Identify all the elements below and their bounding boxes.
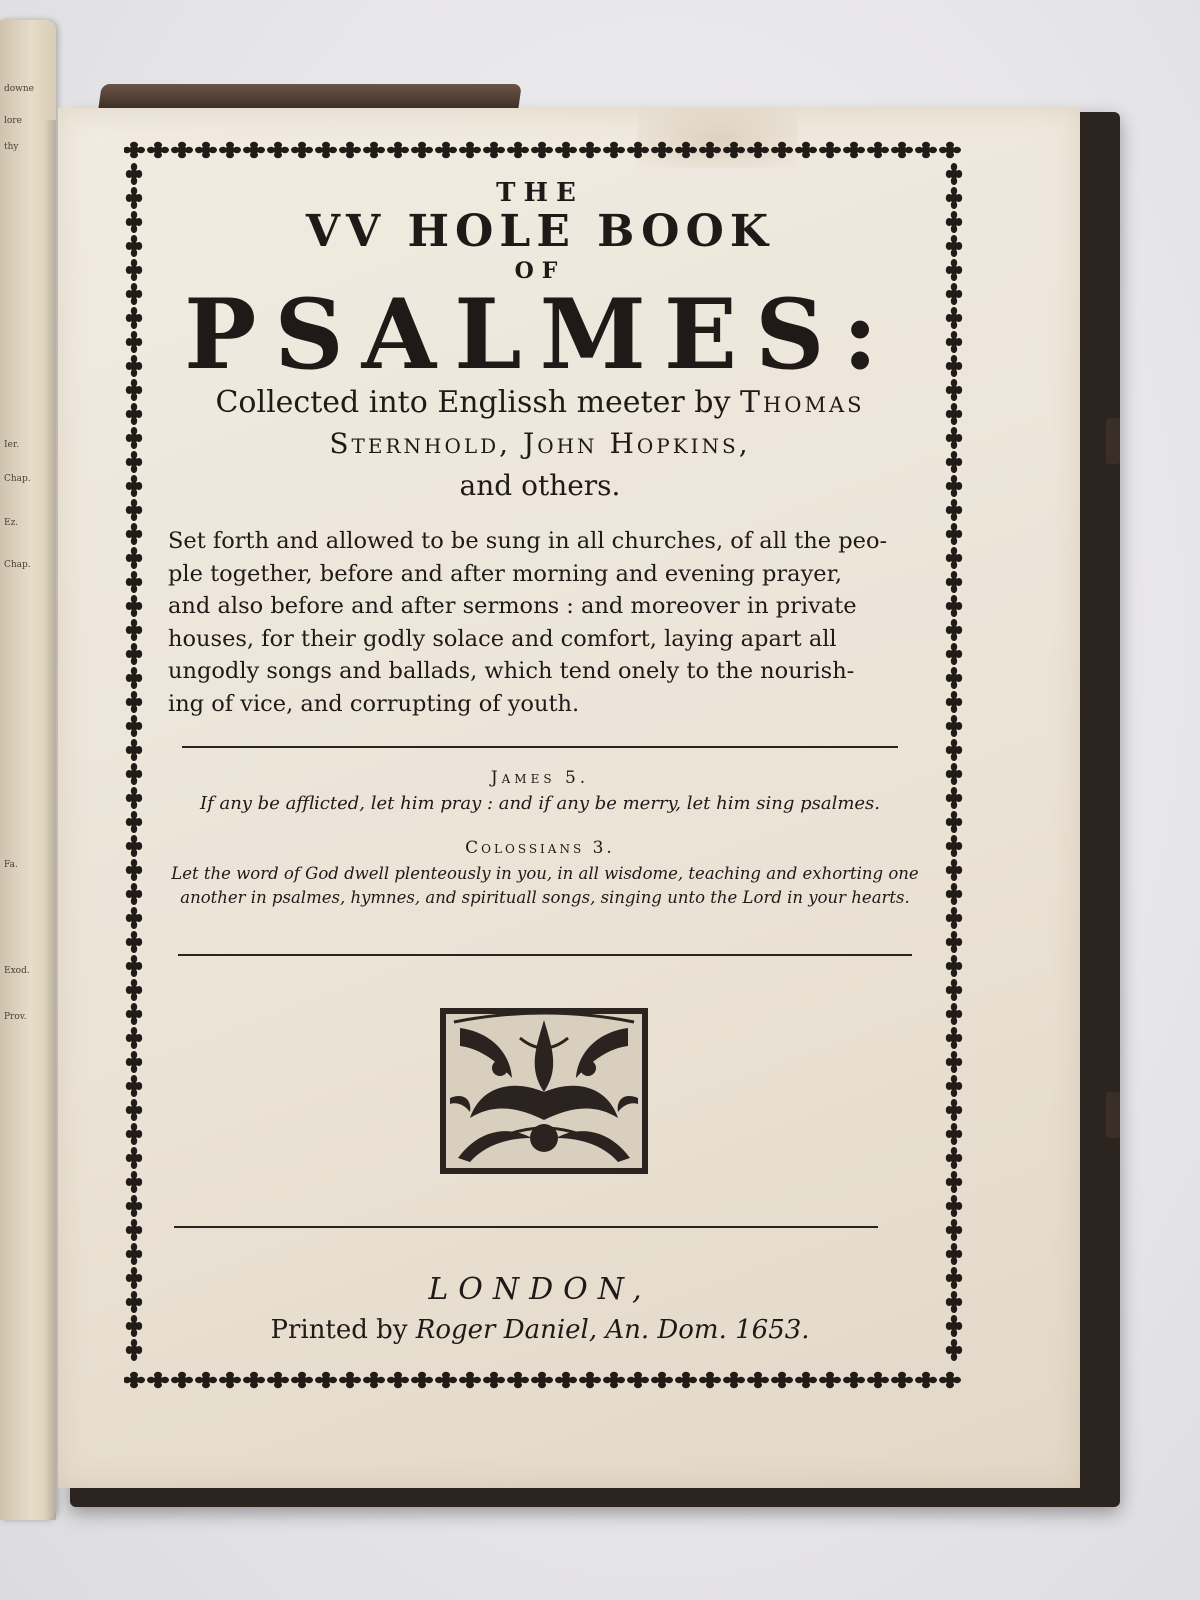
title-psalmes: PSALMES:: [184, 278, 896, 391]
rule-upper: [182, 746, 898, 748]
imprint-line: [140, 1315, 940, 1345]
set-forth-line: ing of vice, and corrupting of youth.: [168, 690, 580, 717]
colossians-verse-line: Let the word of God dwell plenteously in you, in all wisdome, teaching and exhorting one: [171, 864, 919, 883]
clasp-lower: [1106, 1092, 1120, 1138]
left-page: [0, 20, 56, 1520]
margin-note: Ier.: [4, 440, 20, 450]
set-forth-paragraph: [168, 525, 912, 720]
imprint-city: LONDON,: [428, 1272, 652, 1307]
authors-text: Sternhold, John Hopkins,: [329, 427, 751, 460]
cover-top-edge: [98, 84, 522, 110]
margin-note: Fa.: [4, 860, 18, 870]
collected-line: [140, 383, 940, 423]
margin-note: Prov.: [4, 1012, 27, 1022]
margin-note: Chap.: [4, 560, 31, 570]
james-reference: James 5.: [490, 768, 590, 788]
authors-line: [140, 425, 940, 463]
title-whole-book: VV HOLE BOOK: [305, 206, 775, 257]
set-forth-line: and also before and after sermons : and moreover in private: [168, 593, 857, 619]
woodcut-ornament: [440, 1008, 648, 1174]
imprint-prefix: Printed by: [270, 1315, 408, 1345]
set-forth-line: ple together, before and after morning and evening prayer,: [168, 560, 843, 587]
rule-middle: [178, 954, 912, 956]
imprint-date: An. Dom. 1653.: [605, 1315, 810, 1345]
and-others: and others.: [459, 469, 621, 502]
title-the: THE: [496, 178, 584, 208]
colossians-verse: [150, 862, 940, 910]
james-verse: If any be afflicted, let him pray : and if any be merry, let him sing psalmes.: [199, 793, 881, 814]
clasp-upper: [1106, 418, 1120, 464]
title-of: OF: [514, 258, 566, 284]
left-page-shadow: [44, 120, 56, 1520]
margin-note: thy: [4, 142, 19, 152]
margin-note: Chap.: [4, 474, 31, 484]
collected-prefix: Collected into Englissh meeter by: [215, 385, 731, 420]
set-forth-line: Set forth and allowed to be sung in all churches, of all the peo-: [168, 528, 888, 554]
colossians-reference: Colossians 3.: [465, 838, 615, 858]
margin-note: downe: [4, 84, 35, 94]
colossians-verse-line: another in psalmes, hymnes, and spirituall songs, singing unto the Lord in your hearts.: [180, 888, 910, 907]
margin-note: Ez.: [4, 518, 19, 528]
rule-lower: [174, 1226, 878, 1228]
set-forth-line: houses, for their godly solace and comfort, laying apart all: [168, 625, 837, 652]
set-forth-line: ungodly songs and ballads, which tend onely to the nourish-: [168, 658, 855, 684]
imprint-printer: Roger Daniel,: [415, 1315, 598, 1345]
collected-name: Thomas: [739, 385, 865, 420]
margin-note: Exod.: [4, 966, 30, 976]
margin-note: lore: [4, 116, 22, 126]
